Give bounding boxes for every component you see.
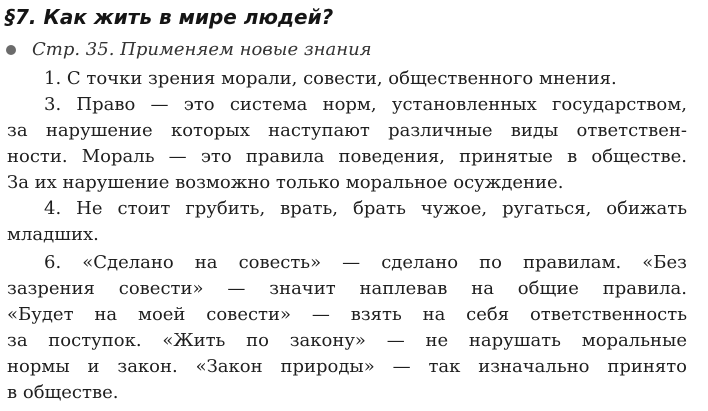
section-subheading: Стр. 35. Применяем новые знания (32, 39, 372, 60)
bullet-dot-icon (6, 45, 16, 55)
text-line: за поступок. «Жить по закону» — не нарушать моральные (7, 330, 687, 351)
text-line-answer-4: 4. Не стоит грубить, врать, брать чужое, ругаться, обижать (44, 198, 687, 219)
text-line: За их нарушение возможно только моральное осуждение. (7, 172, 564, 193)
text-line-answer-6: 6. «Сделано на совесть» — сделано по правилам. «Без (44, 252, 687, 273)
text-line-answer-1: 1. С точки зрения морали, совести, общественного мнения. (44, 68, 617, 89)
text-line-answer-3: 3. Право — это система норм, установленных государством, (44, 94, 687, 115)
section-heading: §7. Как жить в мире людей? (5, 5, 334, 29)
text-line: младших. (7, 224, 99, 245)
text-line: за нарушение которых наступают различные виды ответствен- (7, 120, 687, 141)
text-line: «Будет на моей совести» — взять на себя ответственность (7, 304, 687, 325)
text-line: нормы и закон. «Закон природы» — так изначально принято (7, 356, 687, 377)
text-line: ности. Мораль — это правила поведения, принятые в обществе. (7, 146, 687, 167)
text-line: зазрения совести» — значит наплевав на общие правила. (7, 278, 687, 299)
text-line: в обществе. (7, 382, 119, 403)
